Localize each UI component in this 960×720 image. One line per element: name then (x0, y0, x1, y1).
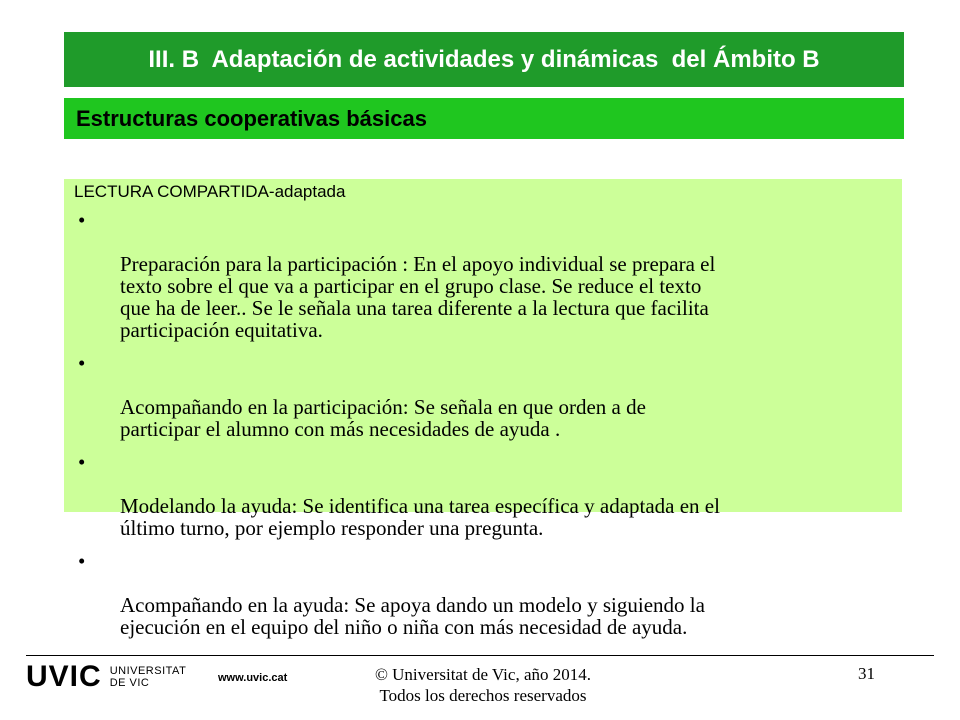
bullet-icon: • (78, 208, 86, 232)
bullet-text: Preparación para la participación : En el apoyo individual se prepara el texto sobre el que va a participar en el grupo clase. Se reduce el texto que ha de leer.. Se le señala una tarea diferente a la lectura que facilita participación equitativa. (120, 252, 716, 342)
logo-line-1: UNIVERSITAT (109, 665, 187, 677)
slide-subtitle-bar (64, 98, 904, 139)
footer-divider (26, 655, 934, 656)
slide-subtitle: Estructuras cooperativas básicas (76, 105, 427, 131)
bullet-item (74, 352, 892, 440)
bullet-icon: • (78, 351, 86, 375)
content-box (64, 179, 902, 639)
slide-title: III. B Adaptación de actividades y dinámicas del Ámbito B (148, 45, 820, 73)
copyright-line-1: © Universitat de Vic, año 2014. (374, 665, 591, 684)
copyright-line-2: Todos los derechos reservados (379, 686, 587, 705)
logo-text (110, 665, 187, 689)
bullet-icon: • (78, 549, 86, 573)
logo-mark: UVIC (26, 660, 102, 693)
bullet-list (74, 209, 892, 638)
uvic-logo (26, 660, 187, 693)
copyright-notice (300, 664, 666, 706)
page-number: 31 (858, 664, 875, 683)
bullet-icon: • (78, 450, 86, 474)
bullet-text: Modelando la ayuda: Se identifica una tarea específica y adaptada en el último turno, por ejemplo responder una pregunta. (120, 494, 720, 540)
slide-title-bar (64, 32, 904, 87)
website-link[interactable]: www.uvic.cat (218, 672, 288, 684)
bullet-text: Acompañando en la participación: Se señala en que orden a de participar el alumno con más necesidades de ayuda . (120, 395, 646, 441)
bullet-item (74, 550, 892, 638)
bullet-item (74, 451, 892, 539)
logo-line-2: DE VIC (109, 677, 150, 689)
bullet-item (74, 209, 892, 341)
bullet-text: Acompañando en la ayuda: Se apoya dando un modelo y siguiendo la ejecución en el equipo del niño o niña con más necesidad de ayuda. (120, 593, 705, 639)
section-label: LECTURA COMPARTIDA-adaptada (74, 182, 346, 201)
